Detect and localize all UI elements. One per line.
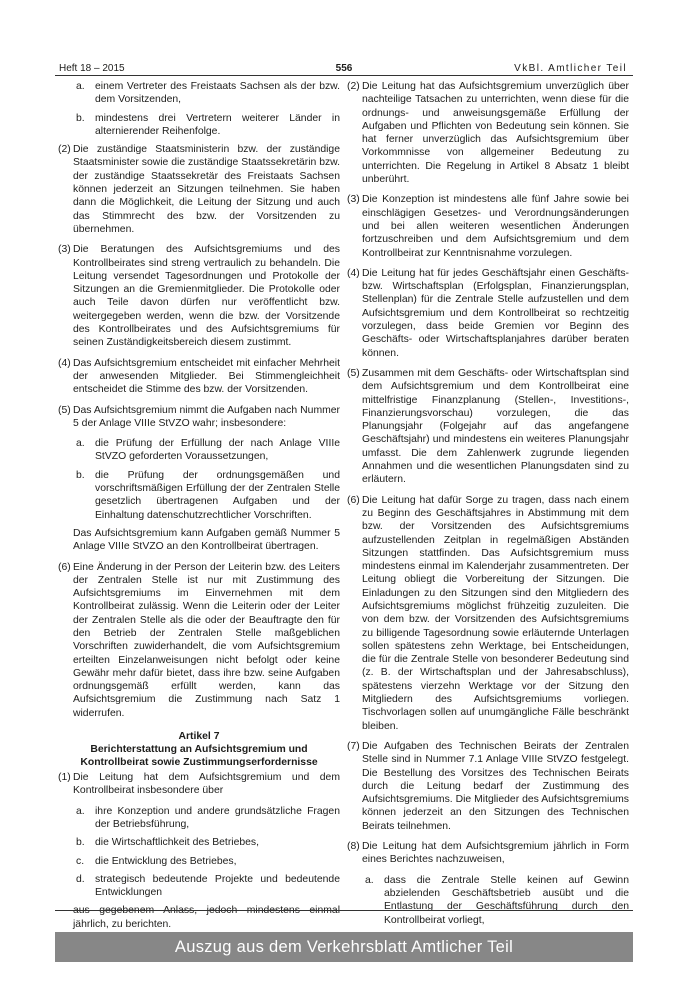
list-text: strategisch bedeutende Projekte und bedeutende Entwicklungen xyxy=(95,873,340,899)
list-item xyxy=(58,805,340,832)
list-text: die Wirtschaftlichkeit des Betriebes, xyxy=(95,837,260,849)
paragraph-2 xyxy=(58,143,340,236)
paragraph-text: Die Leitung hat dem Aufsichtsgremium und dem Kontrollbeirat insbesondere über xyxy=(73,772,340,797)
paragraph-text: Die zuständige Staatsministerin bzw. der zuständige Staatsminister sowie die zuständige Staatssekretärin bzw. der zuständige Staatssekretär des Freistaats Sachsen können jederzeit an Sitzungen teilnehmen. Sie haben dann die Möglichkeit, die Leitung der Sitzung und auch das Stimmrecht des bzw. der Vorsitzenden zu übernehmen. xyxy=(73,144,340,235)
list-letter: a. xyxy=(365,874,374,886)
list-item xyxy=(58,836,340,849)
list-item xyxy=(58,80,340,107)
list-text: einem Vertreter des Freistaats Sachsen als der bzw. dem Vorsitzenden, xyxy=(95,81,340,106)
issue-number: Heft 18 – 2015 xyxy=(59,63,125,74)
list-letter: a. xyxy=(76,438,85,450)
paragraph-text: Die Leitung hat das Aufsichtsgremium unverzüglich über nachteilige Tatsachen zu unterrichten, wenn diese für die ordnungs- und anweisungsgemäße Erfüllung der Aufgaben und Pflichten von Bedeutung sein können. Sie hat ferner unverzüglich das Aufsichtsgremium über Vorkommnisse von allgemeiner Bedeutung zu unterrichten. Die Regelung in Artikel 8 Absatz 1 bleibt unberührt. xyxy=(362,81,629,186)
paragraph-4 xyxy=(347,267,629,360)
list-letter: c. xyxy=(76,855,85,867)
header-divider xyxy=(55,75,633,76)
list-letter: d. xyxy=(76,873,85,885)
list-text: die Entwicklung des Betriebes, xyxy=(95,855,237,867)
paragraph-6 xyxy=(347,494,629,733)
list-text: ihre Konzeption und andere grundsätzliche Fragen der Betriebsführung, xyxy=(95,805,340,830)
paragraph-4 xyxy=(58,357,340,397)
paragraph-number: (3) xyxy=(58,244,71,256)
paragraph-text: Eine Änderung in der Person der Leiterin bzw. des Leiters der Zentralen Stelle ist nur mit Zustimmung des Aufsichtsgremiums im Einvernehmen mit dem Kontrollbeirat zulässig. Wenn die Leiterin oder der Leiter der Zentralen Stelle als die oder der Beauftragte den für den Betrieb der Zentralen Stelle maßgeblichen Vorschriften zuwiderhandelt, die vom Aufsichtsgremium erteilten Einzelanweisungen nicht befolgt oder keine Gewähr mehr dafür bietet, dass ihre bzw. seine Aufgaben ordnungsgemäß erfüllt werden, kann das Aufsichtsgremium die Zustimmung nach Satz 1 widerrufen. xyxy=(73,561,340,719)
list-letter: b. xyxy=(76,112,85,124)
article7-paragraph-1 xyxy=(58,771,340,798)
left-column xyxy=(58,80,340,938)
list-text: die Prüfung der Erfüllung der nach Anlage VIIIe StVZO geforderten Voraussetzungen, xyxy=(95,438,340,463)
paragraph-text: Das Aufsichtsgremium nimmt die Aufgaben nach Nummer 5 der Anlage VIIIe StVZO wahr; insbesondere: xyxy=(73,404,340,429)
page-number: 556 xyxy=(335,63,353,74)
paragraph-number: (1) xyxy=(58,772,71,784)
list-item xyxy=(58,112,340,139)
article-title: Artikel 7 xyxy=(178,731,220,743)
paragraph-number: (7) xyxy=(347,740,360,752)
page-header xyxy=(55,61,633,77)
list-item xyxy=(347,874,629,927)
paragraph-text: Die Konzeption ist mindestens alle fünf Jahre sowie bei einschlägigen Gesetzes- und Verordnungsänderungen und bei allen weiteren wesentlichen Änderungen fortzuschreiben und dem Aufsichtsgremium und dem Kontrollbeirat zur Kenntnisnahme vorzulegen. xyxy=(362,194,629,259)
list-text: mindestens drei Vertretern weiterer Länder in alternierender Reihenfolge. xyxy=(95,112,340,137)
paragraph-5 xyxy=(58,404,340,431)
paragraph-text: Zusammen mit dem Geschäfts- oder Wirtschaftsplan sind dem Aufsichtsgremium und dem Kontrollbeirat eine mittelfristige Finanzplanung (Stellen-, Investitions-, Finanzierungsvorschau) vorzulegen, die das Planungsjahr (Folgejahr auf das angefangene Geschäftsjahr) und mindestens ein weiteres Planungsjahr umfasst. Die dem Zahlenwerk zugrunde liegenden Annahmen und die wesentlichen Planungsdaten sind zu erläutern. xyxy=(362,367,629,486)
list-item xyxy=(58,437,340,464)
article-subtitle: Berichterstattung an Aufsichtsgremium und xyxy=(90,744,308,756)
list-letter: a. xyxy=(76,81,85,92)
paragraph-3 xyxy=(58,243,340,349)
article-heading xyxy=(58,730,340,769)
paragraph-number: (8) xyxy=(347,841,360,853)
paragraph-number: (5) xyxy=(58,404,71,416)
paragraph-7 xyxy=(347,740,629,833)
paragraph-number: (6) xyxy=(58,561,71,573)
paragraph-text: Die Leitung hat dafür Sorge zu tragen, dass nach einem zu Beginn des Geschäftsjahres in Abstimmung mit dem bzw. der Vorsitzenden des Aufsichtsgremiums aufzustellenden Zeitplan in regelmäßigen Abständen Sitzungen stattfinden. Das Aufsichtsgremium muss mindestens einmal im Kalenderjahr zusammentreten. Der Leitung obliegt die Vorbereitung der Sitzungen. Die Einladungen zu den Sitzungen sind den Mitgliedern des Aufsichtsgremiums möglichst frühzeitig zuzuleiten. Die von dem bzw. der Vorsitzenden des Aufsichtsgremiums zu billigende Tagesordnung sowie erläuternde Unterlagen sollen spätestens zehn Werktage, bei Entscheidungen, die für die Zentrale Stelle von besonderer Bedeutung sind (z. B. der Wirtschaftsplan und der Jahresabschluss), spätestens vierzehn Werktage vor der Sitzung den Mitgliedern des Aufsichtsgremiums vorliegen. Tischvorlagen sollen auf unumgängliche Fälle beschränkt bleiben. xyxy=(362,494,629,732)
paragraph-number: (5) xyxy=(347,367,360,379)
paragraph-text: Die Beratungen des Aufsichtsgremiums und des Kontrollbeirates sind streng vertraulich zu behandeln. Die Leitung versendet Tagesordnungen und Protokolle der Sitzungen an die Gremienmitglieder. Die Protokolle oder auch Teile davon dürfen nur veröffentlicht bzw. weitergegeben werden, wenn die bzw. der Vorsitzende des Kontrollbeirates und des Aufsichtsgremiums für seinen Zuständigkeitsbereich diesem zustimmt. xyxy=(73,244,340,349)
paragraph-number: (3) xyxy=(347,194,360,206)
right-column xyxy=(347,80,629,932)
article-subtitle: Kontrollbeirat sowie Zustimmungserfordernisse xyxy=(80,757,318,769)
list-letter: b. xyxy=(76,837,85,849)
publication-title: VkBl. Amtlicher Teil xyxy=(514,63,627,74)
paragraph-text: Die Leitung hat dem Aufsichtsgremium jährlich in Form eines Berichtes nachzuweisen, xyxy=(362,841,629,866)
list-text: die Prüfung der ordnungsgemäßen und vorschriftsmäßigen Erfüllung der der Zentralen Stelle gesetzlich übertragenen Aufgaben und der Einhaltung datenschutzrechtlicher Vorschriften. xyxy=(95,469,340,521)
paragraph-number: (6) xyxy=(347,494,360,506)
paragraph-text: Die Aufgaben des Technischen Beirats der Zentralen Stelle sind in Nummer 7.1 Anlage VIIIe StVZO festgelegt. Die Bestellung des Vorsitzes des Technischen Beirats durch die Leitung bedarf der Zustimmung des Aufsichtsgremiums. Die Mitglieder des Aufsichtsgremiums können jederzeit an den Sitzungen des Technischen Beirats teilnehmen. xyxy=(362,740,629,832)
list-text: dass die Zentrale Stelle keinen auf Gewinn abzielenden Geschäftsbetrieb ausübt und die Entlastung der Geschäftsführung durch den Kontrollbeirat vorliegt, xyxy=(384,874,629,926)
list-letter: b. xyxy=(76,469,85,481)
paragraph-3 xyxy=(347,193,629,259)
paragraph-text: Das Aufsichtsgremium entscheidet mit einfacher Mehrheit der anwesenden Mitglieder. Bei Stimmengleichheit entscheidet die Stimme des bzw. der Vorsitzenden. xyxy=(73,357,340,396)
paragraph-6 xyxy=(58,561,340,721)
paragraph-2 xyxy=(347,80,629,186)
paragraph-continuation: Das Aufsichtsgremium kann Aufgaben gemäß Nummer 5 Anlage VIIIe StVZO an den Kontrollbeirat übertragen. xyxy=(73,527,340,553)
paragraph-number: (2) xyxy=(58,144,71,156)
list-item xyxy=(58,855,340,868)
list-item xyxy=(58,873,340,900)
paragraph-number: (2) xyxy=(347,81,360,92)
footer-divider xyxy=(55,910,633,911)
paragraph-number: (4) xyxy=(347,267,360,279)
paragraph-5 xyxy=(347,367,629,487)
list-item xyxy=(58,469,340,522)
paragraph-text: Die Leitung hat für jedes Geschäftsjahr einen Geschäfts- bzw. Wirtschaftsplan (Erfolgsplan, Finanzierungsplan, Stellenplan) für die Zentrale Stelle aufzustellen und dem Aufsichtsgremium und dem Kontrollbeirat so rechtzeitig vorzulegen, dass beide Gremien vor Beginn des Geschäfts- oder Wirtschaftsplanjahres darüber beraten können. xyxy=(362,267,629,359)
paragraph-continuation: aus gegebenem Anlass, jedoch mindestens einmal jährlich, zu berichten. xyxy=(73,905,340,930)
list-letter: a. xyxy=(76,805,85,817)
paragraph-number: (4) xyxy=(58,357,71,369)
footer-banner: Auszug aus dem Verkehrsblatt Amtlicher Teil xyxy=(55,932,633,962)
paragraph-8 xyxy=(347,840,629,867)
